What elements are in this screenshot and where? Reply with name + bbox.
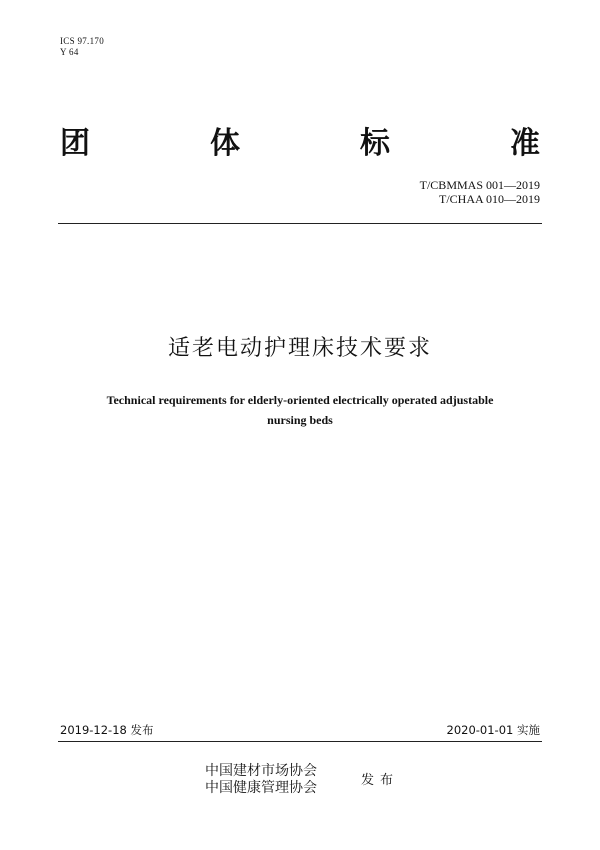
standard-code: T/CHAA 010—2019 xyxy=(438,192,540,206)
implementation-date: 2020-01-01 实施 xyxy=(446,723,540,737)
title-chinese: 适老电动护理床技术要求 xyxy=(167,336,432,361)
publish-action: 发布 xyxy=(361,773,400,788)
standard-code: T/CBMMAS 001—2019 xyxy=(419,178,540,192)
title-english xyxy=(60,390,540,430)
publishers xyxy=(205,763,317,797)
ccs-code: Y 64 xyxy=(60,47,79,57)
publisher-name: 中国健康管理协会 xyxy=(205,780,317,796)
issue-date: 2019-12-18 发布 xyxy=(60,723,154,737)
standard-type-char: 标 xyxy=(360,126,390,161)
header-divider xyxy=(58,223,542,224)
standard-codes xyxy=(420,178,540,206)
title-english-line: Technical requirements for elderly-oriented electrically operated adjustable xyxy=(106,393,494,407)
dates-row xyxy=(60,722,540,738)
standard-type-char: 准 xyxy=(510,126,540,161)
standard-type-heading xyxy=(60,124,540,164)
ics-code: ICS 97.170 xyxy=(60,36,105,46)
classification-codes xyxy=(60,36,104,58)
publisher-name: 中国建材市场协会 xyxy=(205,763,317,779)
standard-type-char: 体 xyxy=(210,126,240,161)
title-english-line: nursing beds xyxy=(267,413,333,427)
standard-type-char: 团 xyxy=(60,126,90,161)
footer-divider xyxy=(58,741,542,742)
